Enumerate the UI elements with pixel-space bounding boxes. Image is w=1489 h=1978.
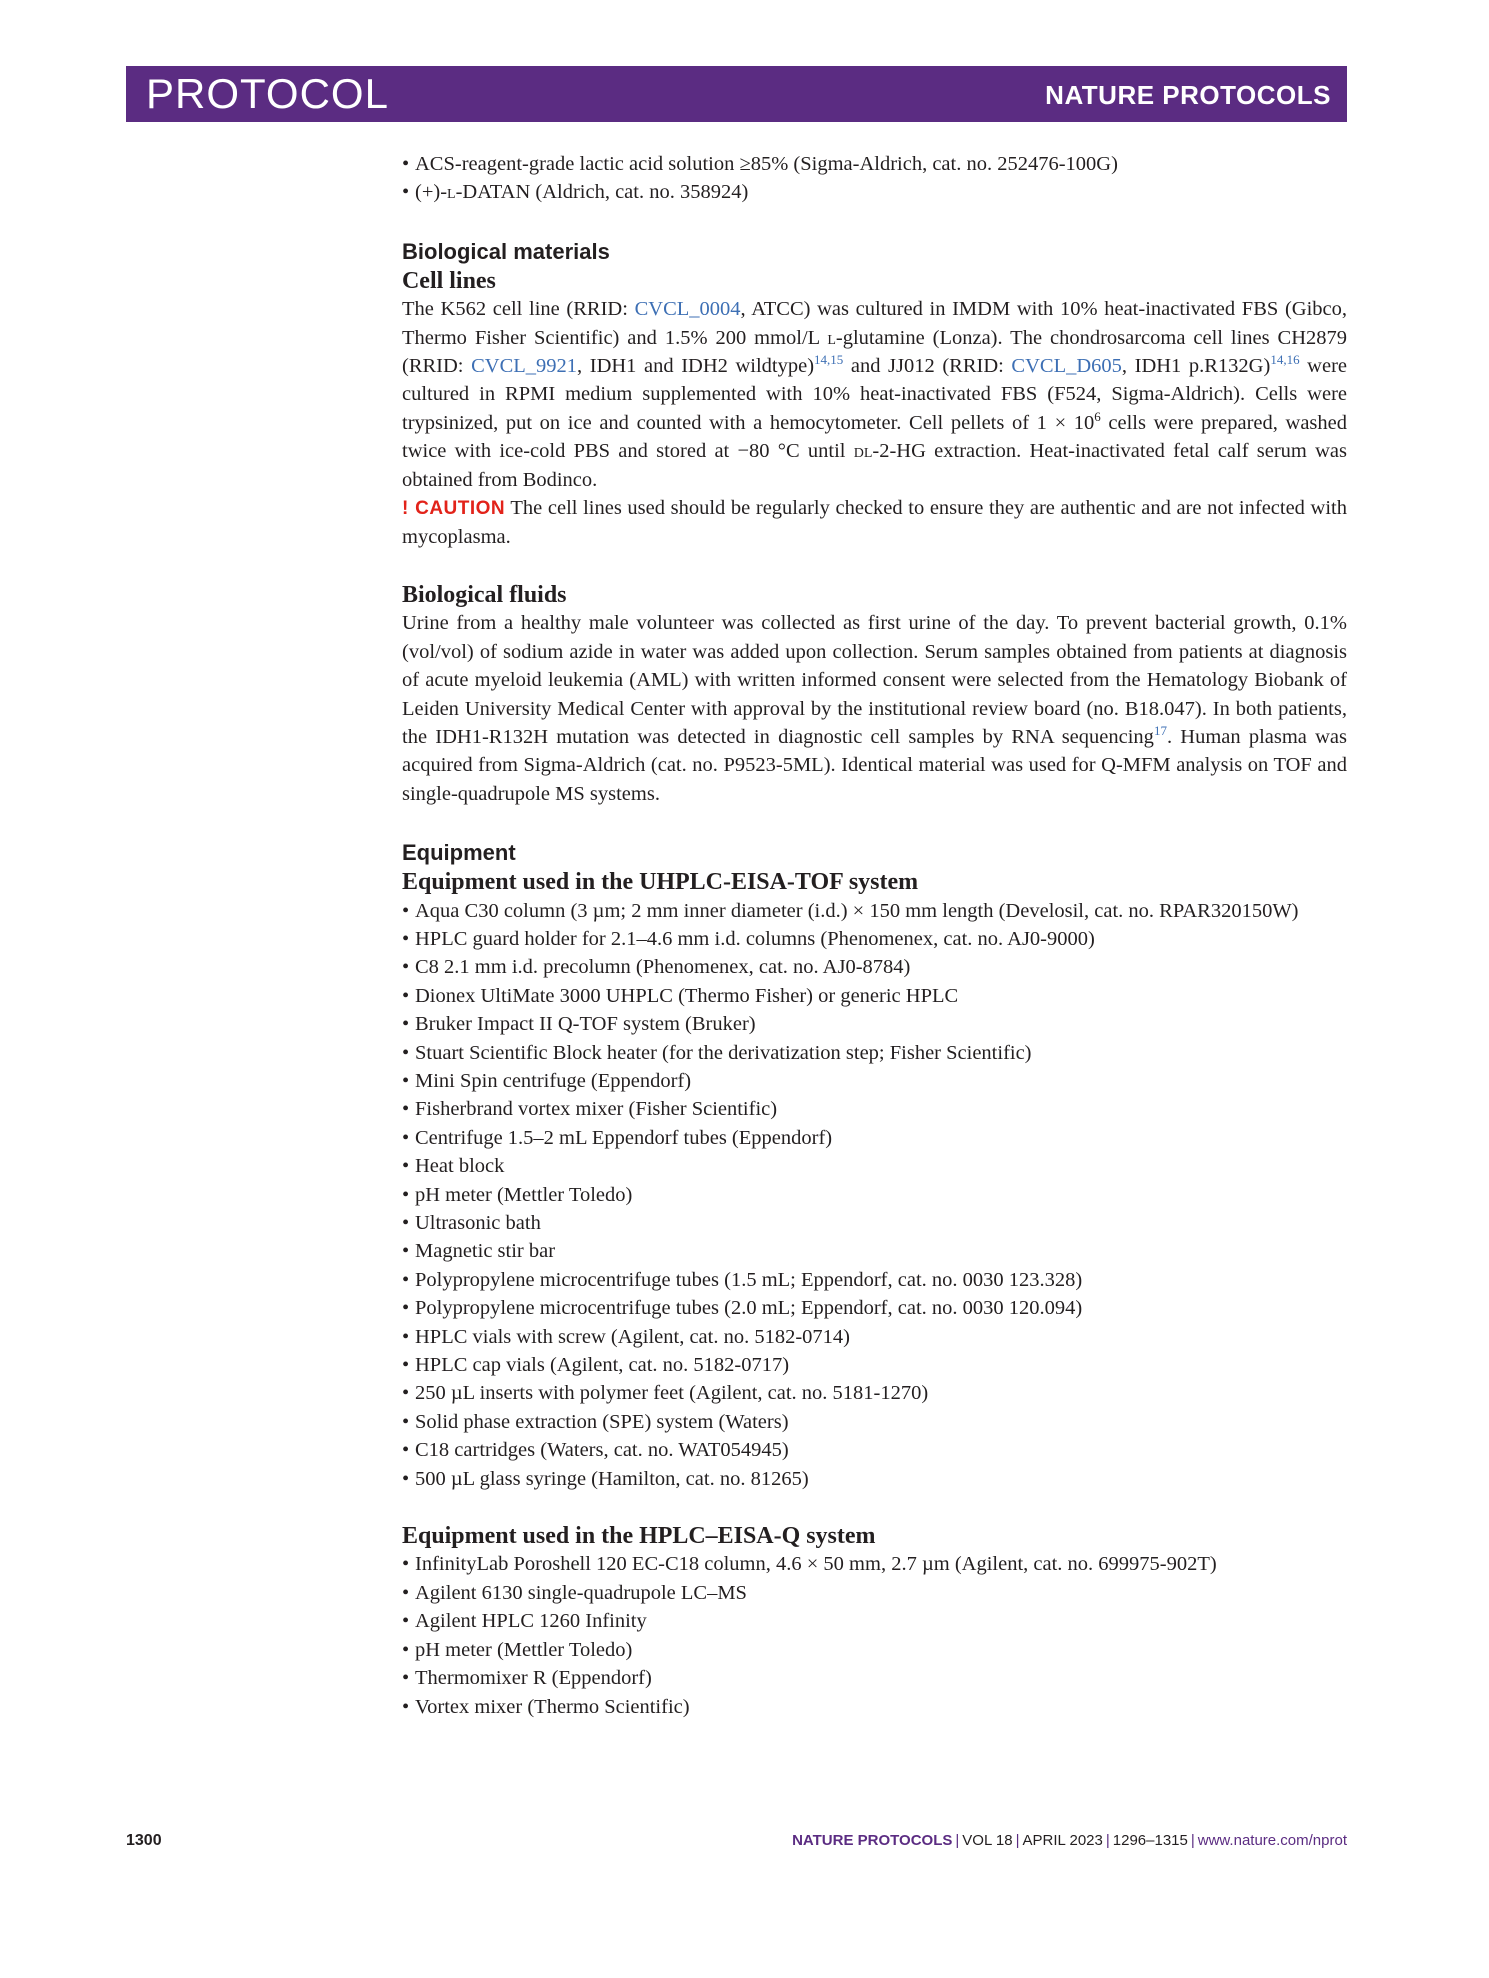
list-item: • HPLC guard holder for 2.1–4.6 mm i.d. columns (Phenomenex, cat. no. AJ0-9000) (402, 925, 1347, 953)
caution-label: ! CAUTION (402, 498, 506, 520)
list-item: • Fisherbrand vortex mixer (Fisher Scientific) (402, 1095, 1347, 1123)
page-content (402, 150, 1347, 1721)
list-item: • Agilent HPLC 1260 Infinity (402, 1607, 1347, 1635)
footer-citation: NATURE PROTOCOLS | VOL 18 | APRIL 2023 | 1296–1315 | www.nature.com/nprot (792, 1832, 1347, 1849)
list-item: • Aqua C30 column (3 µm; 2 mm inner diameter (i.d.) × 150 mm length (Develosil, cat. no. RPAR320150W) (402, 897, 1347, 925)
list-item: • ACS-reagent-grade lactic acid solution ≥85% (Sigma-Aldrich, cat. no. 252476-100G) (402, 150, 1347, 178)
list-item: • C18 cartridges (Waters, cat. no. WAT054945) (402, 1436, 1347, 1464)
rrid-link[interactable]: CVCL_9921 (471, 355, 578, 378)
list-item: • pH meter (Mettler Toledo) (402, 1636, 1347, 1664)
list-item: • HPLC cap vials (Agilent, cat. no. 5182-0717) (402, 1351, 1347, 1379)
list-item: • HPLC vials with screw (Agilent, cat. no. 5182-0714) (402, 1323, 1347, 1351)
list-item: • Thermomixer R (Eppendorf) (402, 1664, 1347, 1692)
list-item: • Solid phase extraction (SPE) system (Waters) (402, 1408, 1347, 1436)
list-item: • C8 2.1 mm i.d. precolumn (Phenomenex, cat. no. AJ0-8784) (402, 953, 1347, 981)
biological-fluids-paragraph: Urine from a healthy male volunteer was collected as first urine of the day. To prevent bacterial growth, 0.1% (vol/vol) of sodium azide in water was added upon collection. Serum samples obtained from patients at diagnosis of acute myeloid leukemia (AML) with written informed consent were selected from the Hematology Biobank of Leiden University Medical Center with approval by the institutional review board (no. B18.047). In both patients, the IDH1-R132H mutation was detected in diagnostic cell samples by RNA sequencing$^{17}$. Human plasma was acquired from Sigma-Aldrich (cat. no. P9523-5ML). Identical material was used for Q-MFM analysis on TOF and single-quadrupole MS systems. (402, 612, 1348, 805)
reference-link[interactable]: 14,15 (814, 352, 844, 368)
rrid-link[interactable]: CVCL_0004 (634, 298, 741, 321)
subheading-biological-fluids: Biological fluids (402, 581, 567, 608)
list-item: • Polypropylene microcentrifuge tubes (1.5 mL; Eppendorf, cat. no. 0030 123.328) (402, 1266, 1347, 1294)
q-equipment-list (402, 1550, 1347, 1720)
cell-lines-paragraph: The K562 cell line (RRID: CVCL_0004, ATCC) was cultured in IMDM with 10% heat-inactivated FBS (Gibco, Thermo Fisher Scientific) and 1.5% 200 mmol/L l-glutamine (Lonza). The chondrosarcoma cell lines CH2879 (RRID: CVCL_9921, IDH1 and IDH2 wildtype)$^{14,15}$ and JJ012 (RRID: CVCL_D605, IDH1 p.R132G)$^{14,16}$ were cultured in RPMI medium supplemented with 10% heat-inactivated FBS (F524, Sigma-Aldrich). Cells were trypsinized, put on ice and counted with a hemocytometer. Cell pellets of $1 \times 10^6$ cells were prepared, washed twice with ice-cold PBS and stored at −80 °C until dl-2-HG extraction. Heat-inactivated fetal calf serum was obtained from Bodinco. ! CAUTION The cell lines used should be regularly checked to ensure they are authentic and are not infected with mycoplasma. (402, 298, 1348, 549)
section-heading-equipment: Equipment (402, 840, 516, 866)
list-item: • (+)-l-DATAN (Aldrich, cat. no. 358924) (402, 178, 1347, 206)
rrid-link[interactable]: CVCL_D605 (1011, 355, 1122, 378)
reference-link[interactable]: 17 (1153, 723, 1167, 739)
reagent-list (402, 150, 1347, 207)
journal-title: NATURE PROTOCOLS (1045, 80, 1331, 110)
page-number: 1300 (126, 1832, 162, 1849)
tof-equipment-list (402, 897, 1347, 1494)
header-bar (126, 66, 1347, 122)
journal-url-link[interactable]: www.nature.com/nprot (1197, 1832, 1347, 1849)
subheading-q-equipment: Equipment used in the HPLC–EISA-Q system (402, 1523, 876, 1550)
list-item: • Polypropylene microcentrifuge tubes (2.0 mL; Eppendorf, cat. no. 0030 120.094) (402, 1294, 1347, 1322)
list-item: • Bruker Impact II Q-TOF system (Bruker) (402, 1010, 1347, 1038)
list-item: • InfinityLab Poroshell 120 EC-C18 column, 4.6 × 50 mm, 2.7 µm (Agilent, cat. no. 699975-902T) (402, 1550, 1347, 1578)
list-item: • Heat block (402, 1152, 1347, 1180)
section-heading-biological-materials: Biological materials (402, 238, 610, 264)
list-item: • 250 µL inserts with polymer feet (Agilent, cat. no. 5181-1270) (402, 1379, 1347, 1407)
list-item: • pH meter (Mettler Toledo) (402, 1181, 1347, 1209)
list-item: • Ultrasonic bath (402, 1209, 1347, 1237)
list-item: • Magnetic stir bar (402, 1237, 1347, 1265)
list-item: • Dionex UltiMate 3000 UHPLC (Thermo Fisher) or generic HPLC (402, 982, 1347, 1010)
list-item: • Centrifuge 1.5–2 mL Eppendorf tubes (Eppendorf) (402, 1124, 1347, 1152)
list-item: • Vortex mixer (Thermo Scientific) (402, 1693, 1347, 1721)
subheading-cell-lines: Cell lines (402, 267, 496, 294)
list-item: • Mini Spin centrifuge (Eppendorf) (402, 1067, 1347, 1095)
reference-link[interactable]: 14,16 (1270, 352, 1300, 368)
section-label: PROTOCOL (146, 70, 389, 117)
subheading-tof-equipment: Equipment used in the UHPLC-EISA-TOF system (402, 869, 919, 896)
list-item: • 500 µL glass syringe (Hamilton, cat. no. 81265) (402, 1465, 1347, 1493)
list-item: • Stuart Scientific Block heater (for the derivatization step; Fisher Scientific) (402, 1039, 1347, 1067)
list-item: • Agilent 6130 single-quadrupole LC–MS (402, 1579, 1347, 1607)
